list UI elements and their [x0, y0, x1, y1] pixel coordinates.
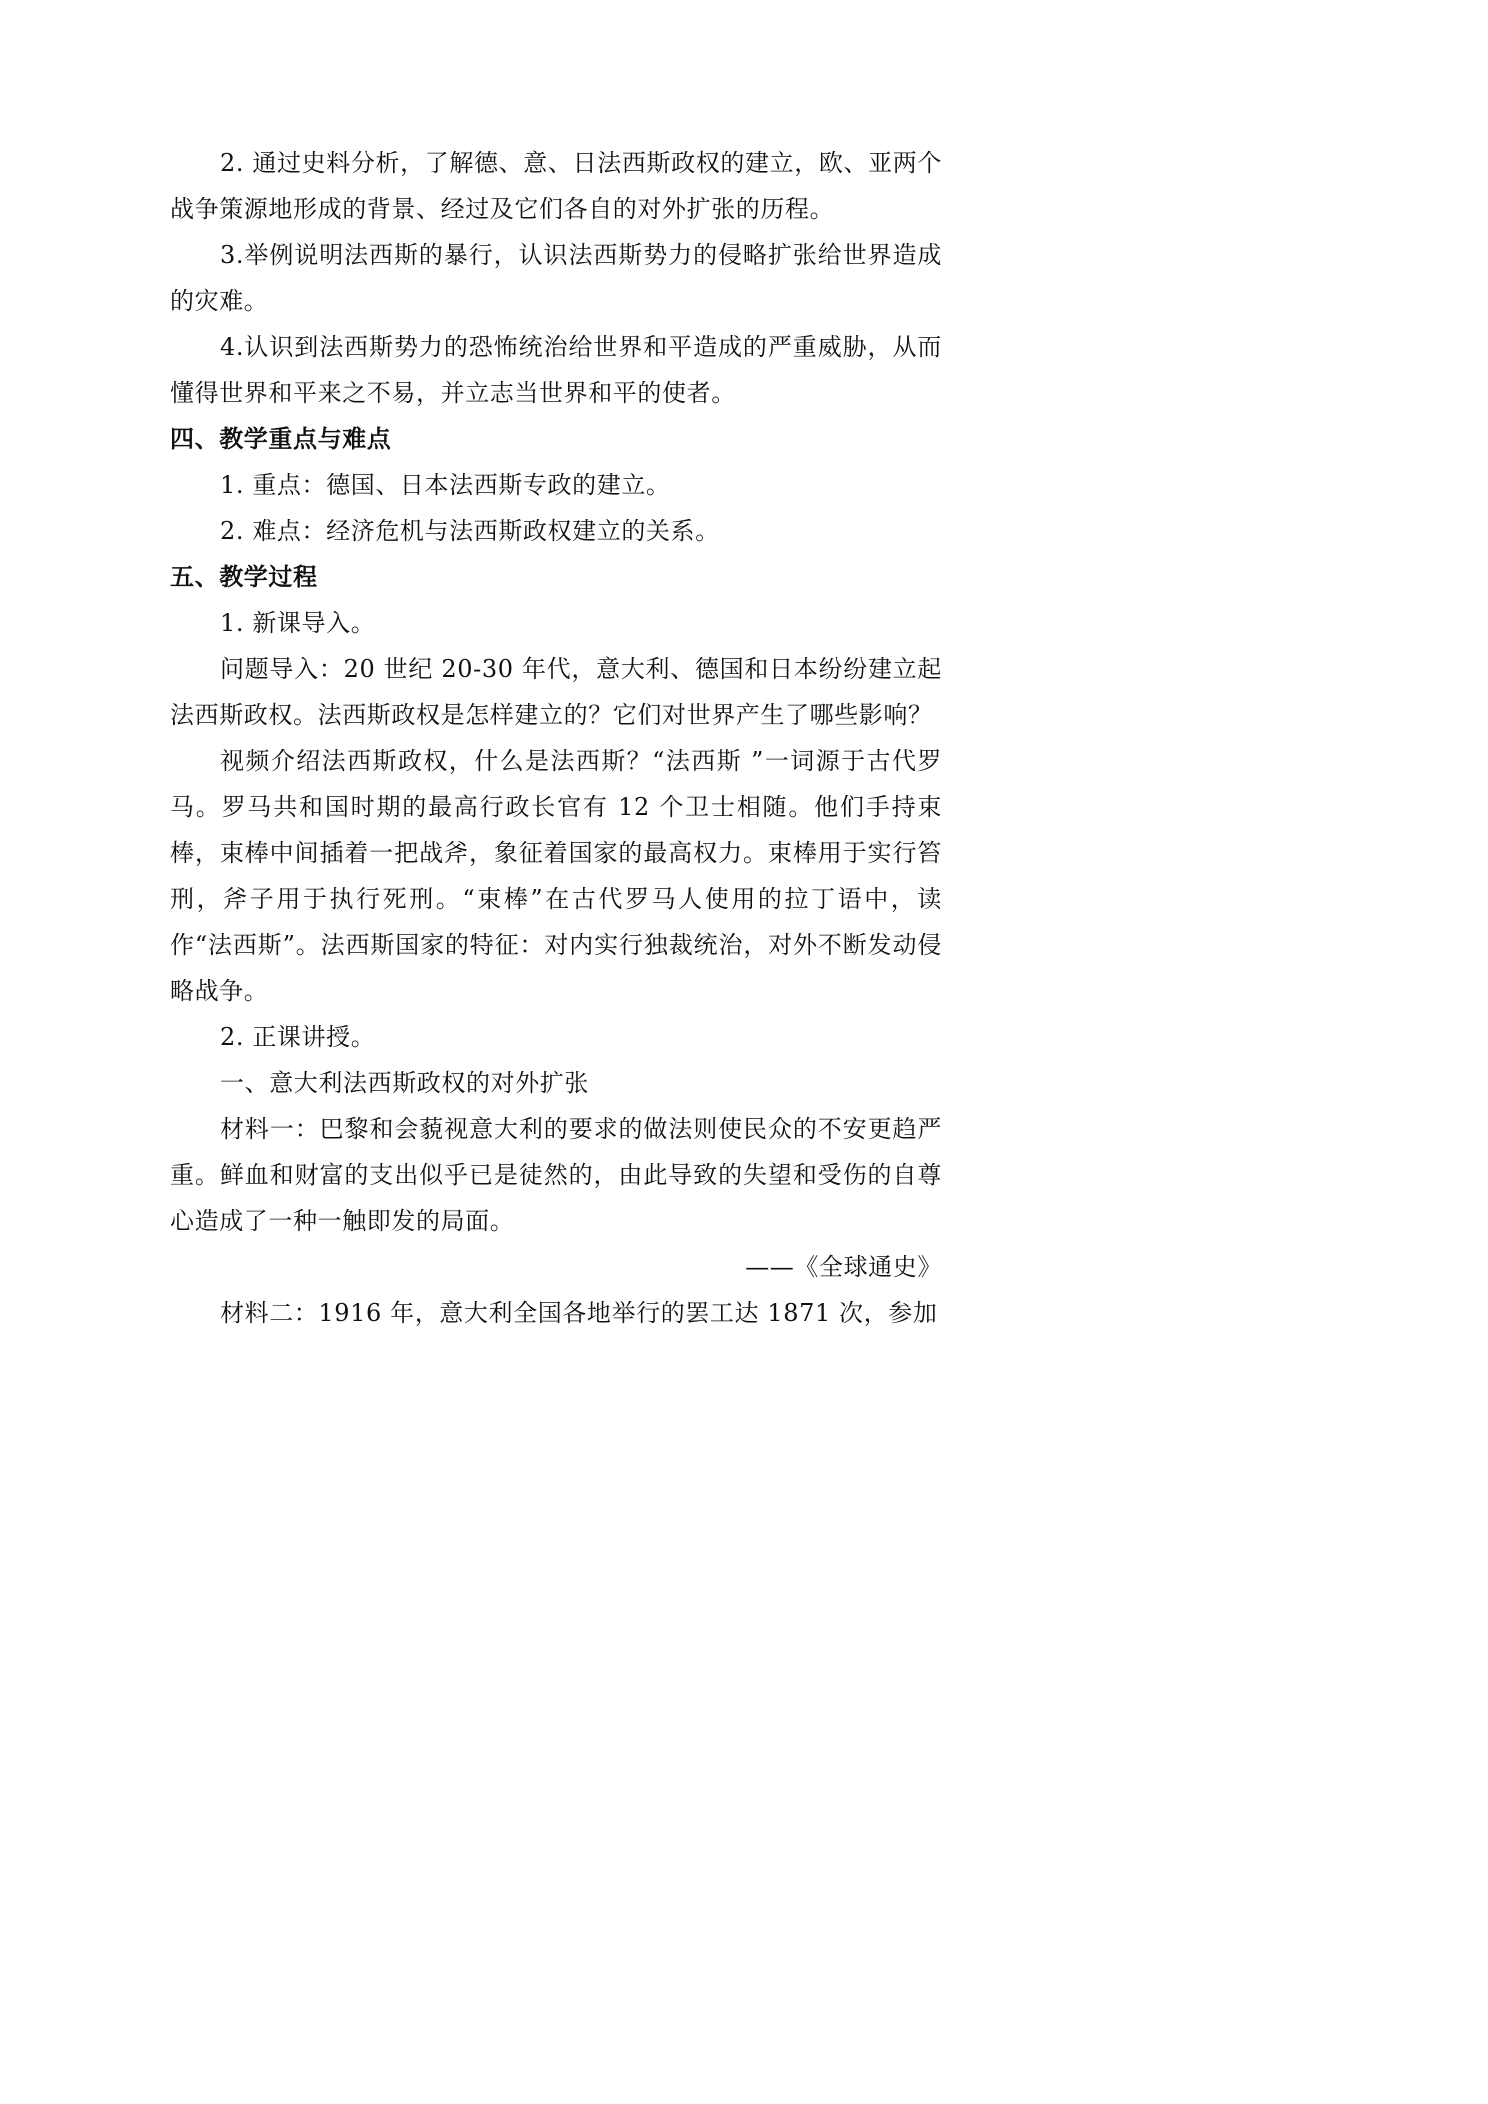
paragraph-question-intro: 问题导入：20 世纪 20-30 年代，意大利、德国和日本纷纷建立起法西斯政权。法西斯政权是怎样建立的？它们对世界产生了哪些影响？ [170, 655, 942, 729]
paragraph-material-2: 材料二：1916 年，意大利全国各地举行的罢工达 1871 次，参加 [220, 1299, 938, 1327]
paragraph-key-point: 1. 重点：德国、日本法西斯专政的建立。 [220, 471, 671, 499]
paragraph-italy-heading: 一、意大利法西斯政权的对外扩张 [220, 1069, 589, 1097]
document-page [170, 140, 942, 1336]
section-heading-process: 五、教学过程 [170, 563, 318, 591]
paragraph-objective-2: 2. 通过史料分析，了解德、意、日法西斯政权的建立，欧、亚两个战争策源地形成的背景、经过及它们各自的对外扩张的历程。 [170, 149, 942, 223]
section-heading-key-points: 四、教学重点与难点 [170, 425, 392, 453]
paragraph-material-1: 材料一：巴黎和会藐视意大利的要求的做法则使民众的不安更趋严重。鲜血和财富的支出似乎已是徒然的，由此导致的失望和受伤的自尊心造成了一种一触即发的局面。 [170, 1115, 942, 1235]
paragraph-video-intro: 视频介绍法西斯政权，什么是法西斯？“法西斯 ”一词源于古代罗马。罗马共和国时期的最高行政长官有 12 个卫士相随。他们手持束棒，束棒中间插着一把战斧，象征着国家的最高权力。束棒用于实行笞刑，斧子用于执行死刑。“束棒”在古代罗马人使用的拉丁语中，读作“法西斯”。法西斯国家的特征：对内实行独裁统治，对外不断发动侵略战争。 [170, 747, 942, 1005]
paragraph-intro-title: 1. 新课导入。 [220, 609, 376, 637]
citation-source: ——《全球通史》 [745, 1253, 942, 1281]
paragraph-objective-4: 4.认识到法西斯势力的恐怖统治给世界和平造成的严重威胁，从而懂得世界和平来之不易，并立志当世界和平的使者。 [170, 333, 942, 407]
paragraph-lecture-title: 2. 正课讲授。 [220, 1023, 376, 1051]
paragraph-difficult-point: 2. 难点：经济危机与法西斯政权建立的关系。 [220, 517, 720, 545]
paragraph-objective-3: 3.举例说明法西斯的暴行，认识法西斯势力的侵略扩张给世界造成的灾难。 [170, 241, 942, 315]
